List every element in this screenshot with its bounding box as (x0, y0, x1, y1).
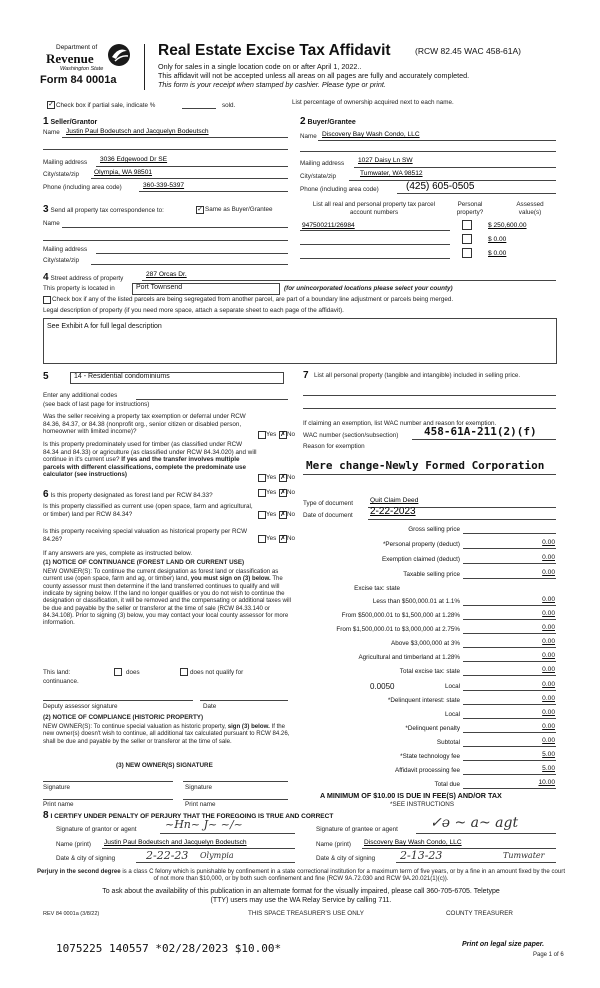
buyer-address-field[interactable]: 1027 Daisy Ln SW (358, 157, 413, 164)
tax-row-value[interactable]: 0.00 (542, 652, 555, 659)
grantor-signature-label: Signature of grantor or agent (56, 826, 137, 833)
buyer-city-label: City/state/zip (300, 173, 337, 180)
tax-row-value[interactable]: 0.00 (542, 638, 555, 645)
deputy-signature-line[interactable] (43, 700, 193, 701)
grantee-signature-line[interactable] (416, 833, 556, 834)
personal-property-line-2[interactable] (303, 408, 556, 409)
deputy-signature-label: Deputy assessor signature (43, 703, 118, 710)
personal-property-checkbox[interactable] (462, 234, 472, 244)
assessed-value-field[interactable]: $ 0.00 (488, 236, 507, 243)
legal-paper-note: Print on legal size paper. (462, 941, 545, 948)
tax-row-line (463, 533, 556, 534)
tax-row-line (463, 760, 556, 761)
yes-label: Yes (266, 489, 277, 496)
located-label: This property is located in (43, 285, 115, 292)
tax-row-label: Taxable selling price (403, 571, 460, 578)
sec4-street (43, 272, 123, 283)
tax-row-value[interactable]: 0.00 (542, 624, 555, 631)
tax-row-label: Exemption claimed (deduct) (381, 556, 460, 563)
minimum-due: A MINIMUM OF $10.00 IS DUE IN FEE(S) AND/OR TAX (320, 791, 502, 800)
certify-text: I CERTIFY UNDER PENALTY OF PERJURY THAT THE FOREGOING IS TRUE AND CORRECT (50, 813, 334, 820)
tax-row-label: Total excise tax: state (399, 668, 460, 675)
buyer-heading (300, 116, 356, 127)
grantee-date-field[interactable]: 2-13-23 (400, 849, 443, 862)
notice-1-body-b: The county assessor must then determine if the land transferred continues to qualify and will indicate by signing below. If the land no longer qualifies or you do not wish to continue the designation or classification, it will be removed and the compensating or additional taxes will be due and payable by the seller or transferor at the time of sale (RCW 84.33.140 or 84.34.108). Prior to signing (3) below, you may contact your local county assessor for more information. (43, 575, 291, 627)
buyer-name-field[interactable]: Discovery Bay Wash Condo, LLC (322, 131, 420, 138)
doc-date-field[interactable]: 2-22-2023 (370, 506, 416, 517)
parcel-number-field[interactable]: 947500211/26984 (302, 222, 355, 229)
tax-row-label: Gross selling price (408, 526, 460, 533)
sec3-heading (43, 204, 164, 215)
owner1-print-line[interactable] (43, 799, 173, 800)
grantor-date-label: Date & city of signing (56, 855, 116, 862)
tax-row-label: Excise tax: state (354, 585, 400, 592)
seller-phone-field[interactable]: 360-339-5397 (143, 182, 185, 189)
grantee-name-label: Name (print) (316, 841, 351, 848)
exempt-label: If claiming an exemption, list WAC number and reason for exemption. (303, 420, 497, 427)
sec4-number: 4 (43, 272, 49, 283)
county-treasurer: COUNTY TREASURER (446, 910, 513, 917)
seller-city-label: City/state/zip (43, 171, 80, 178)
grantor-name-line (102, 848, 295, 849)
sec6-q1-yes-checkbox[interactable] (258, 489, 266, 497)
seller-city-line (91, 178, 288, 179)
seller-phone-label: Phone (including area code) (43, 184, 122, 191)
deputy-date-label: Date (203, 703, 217, 710)
header-line-1: Only for sales in a single location code on or after April 1, 2022.. (158, 62, 362, 71)
revenue-text: Revenue (46, 51, 94, 66)
sec6-q2-yes-checkbox[interactable] (258, 511, 266, 519)
located-select[interactable] (132, 283, 280, 295)
notice-1-body-a: NEW OWNER(S): To continue the current designation as forest land or classification as current use (open space, farm and ag, or timber) land, (43, 568, 279, 583)
perjury-body: is a class C felony which is punishable by confinement in a state correctional institution for a maximum term of five years, or by a fine in an amount fixed by the court of not more than $10,000, or by both such confinement and fine (RCW 9A.72.030 and RCW 9A.20.021(1)(c)). (122, 868, 566, 883)
see-instructions: *SEE INSTRUCTIONS (390, 801, 455, 808)
form-title: Real Estate Excise Tax Affidavit (158, 42, 391, 59)
street-field[interactable]: 287 Orcas Dr. (146, 271, 187, 278)
tax-row-value[interactable]: 0.00 (542, 610, 555, 617)
sec3-name-line[interactable] (62, 227, 288, 228)
buyer-section-number: 2 (300, 116, 306, 127)
owner1-signature-line[interactable] (43, 781, 173, 782)
partial-sale-label: Check box if partial sale, indicate % (56, 102, 156, 109)
tax-row-label: *Personal property (deduct) (382, 541, 460, 548)
tax-row-value[interactable]: 0.00 (542, 709, 555, 716)
seller-address-field[interactable]: 3036 Edgewood Dr SE (100, 156, 168, 163)
ownership-note: List percentage of ownership acquired next to each name. (292, 99, 454, 106)
wac-field[interactable]: 458-61A-211(2)(f) (424, 425, 537, 438)
grantee-city-field[interactable]: Tumwater (503, 851, 545, 860)
grantee-signature: ✓ǝ ~ a~ agt (430, 815, 519, 831)
notice-1-body (43, 568, 291, 627)
notice-3-title: (3) NEW OWNER(S) SIGNATURE (116, 762, 213, 769)
parcel-number-line (300, 230, 450, 231)
land-does-checkbox[interactable] (114, 668, 122, 676)
grantor-city-field[interactable]: Olympia (200, 851, 234, 860)
reason-label: Reason for exemption (303, 443, 365, 450)
sec6-q1-no-checkbox[interactable]: ✗ (280, 489, 286, 496)
grantor-signature: ~Hn~ J~ ~/~ (165, 818, 243, 831)
form-rcw: (RCW 82.45 WAC 458-61A) (415, 46, 521, 56)
tax-row-line (463, 774, 556, 775)
local-rate: 0.0050 (370, 682, 395, 691)
tax-row-line (463, 548, 556, 549)
land-use-code-value: 14 - Residential condominiums (74, 373, 170, 380)
sec6-q2: Is this property classified as current use (open space, farm and agricultural, or timber) land per RCW 84.34? (43, 503, 253, 518)
tax-row-line (463, 633, 556, 634)
same-as-buyer-label: Same as Buyer/Grantee (205, 206, 273, 213)
tax-row-label: Local (444, 683, 460, 690)
buyer-address-label: Mailing address (300, 160, 345, 167)
seller-address-line (96, 166, 288, 167)
tax-row-label: Subtotal (436, 739, 460, 746)
grantee-date-label: Date & city of signing (316, 855, 376, 862)
tax-row-label: Affidavit processing fee (395, 767, 460, 774)
wac-line (412, 439, 556, 440)
tax-row-line (463, 563, 556, 564)
buyer-phone-label: Phone (including area code) (300, 186, 379, 193)
tax-row-value[interactable]: 0.00 (542, 554, 555, 561)
yes-label: Yes (266, 474, 277, 481)
doc-date-line (368, 519, 556, 520)
buyer-phone-field[interactable]: (425) 605-0505 (406, 181, 475, 192)
buyer-city-field[interactable]: Tumwater, WA 98512 (360, 170, 423, 177)
land-does-not-label: does not qualify for (190, 669, 244, 676)
header-line-2: This affidavit will not be accepted unless all areas on all pages are fully and accurately completed. (158, 71, 470, 80)
owner2-print-line[interactable] (183, 799, 288, 800)
partial-percent-line[interactable] (182, 108, 216, 109)
tax-row-label: Less than $500,000.01 at 1.1% (372, 598, 460, 605)
notice-1-title: (1) NOTICE OF CONTINUANCE (FOREST LAND OR CURRENT USE) (43, 559, 245, 566)
tax-row-line (463, 661, 556, 662)
notice-2-body-a: NEW OWNER(S): To continue special valuation as historic property, (43, 723, 226, 730)
seller-name-field[interactable]: Justin Paul Bodeutsch and Jacquelyn Bodeutsch (66, 128, 209, 135)
sec5-q1-yes-checkbox[interactable] (258, 431, 266, 439)
buyer-phone-line (397, 193, 556, 194)
tax-row-line (463, 578, 556, 579)
seller-heading-text: Seller/Grantor (50, 119, 98, 126)
assessed-value-field[interactable]: $ 250,600.00 (488, 222, 527, 229)
legal-desc-label: Legal description of property (if you need more space, attach a separate sheet to each page of the affidavit). (43, 307, 344, 314)
form-number: Form 84 0001a (40, 74, 117, 86)
sec6-q3-no-checkbox[interactable]: ✗ (280, 535, 286, 542)
seller-heading (43, 116, 97, 127)
see-back-label: (see back of last page for instructions) (43, 401, 150, 408)
tax-row-line (463, 746, 556, 747)
tax-row-value[interactable]: 0.00 (542, 569, 555, 576)
seller-address-label: Mailing address (43, 159, 88, 166)
tax-row-label: Agricultural and timberland at 1.28% (358, 654, 460, 661)
yes-label: Yes (266, 511, 277, 518)
grantor-name-field[interactable]: Justin Paul Bodeutsch and Jacquelyn Bodeutsch (104, 839, 247, 846)
this-land-label: This land: (43, 669, 71, 676)
buyer-name-label: Name (300, 133, 317, 140)
sec5-number: 5 (43, 371, 49, 382)
grantor-date-field[interactable]: 2-22-23 (146, 849, 189, 862)
no-label: No (287, 489, 296, 496)
seller-phone-line (139, 191, 288, 192)
partial-sold-label: sold. (222, 102, 236, 109)
notice-2-bold: sign (3) below. (227, 723, 270, 730)
continuance-label: continuance. (43, 678, 79, 685)
sec6-q1 (43, 489, 213, 500)
tax-row-line (463, 732, 556, 733)
tax-row-line (463, 690, 556, 691)
reason-line (303, 474, 556, 475)
tax-row-value[interactable]: 5.00 (542, 765, 555, 772)
sec5-q1-no-checkbox[interactable]: ✗ (280, 431, 286, 438)
tax-row-value[interactable]: 0.00 (542, 666, 555, 673)
located-value: Port Townsend (136, 284, 183, 291)
personal-property-line-1[interactable] (303, 395, 556, 396)
header-divider (144, 44, 145, 90)
seller-section-number: 1 (43, 116, 49, 127)
buyer-name-line (318, 140, 556, 141)
doc-type-label: Type of document (303, 500, 354, 507)
tax-row-label: Total due (434, 781, 460, 788)
seller-name-line (62, 137, 288, 138)
owner2-print-label: Print name (185, 801, 216, 808)
doc-type-field[interactable]: Quit Claim Deed (370, 497, 419, 504)
sec3-number: 3 (43, 204, 49, 215)
no-label: No (287, 431, 296, 438)
assessed-value-field[interactable]: $ 0.00 (488, 250, 507, 257)
parcel-number-line[interactable] (300, 244, 450, 245)
yes-label: Yes (266, 535, 277, 542)
tax-row-line (463, 704, 556, 705)
partial-sale-checkbox[interactable]: ✓ (48, 101, 54, 108)
no-label: No (287, 535, 296, 542)
same-as-buyer-checkbox[interactable]: ✓ (197, 206, 203, 213)
sec5-q2-no-checkbox[interactable]: ✗ (280, 474, 286, 481)
sec6-q2-no-checkbox[interactable]: ✗ (280, 511, 286, 518)
seller-name-line-2 (43, 149, 288, 150)
personal-property-checkbox[interactable] (462, 220, 472, 230)
notice-2-body-b: If the new owner(s) doesn't wish to continue, all additional tax calculated pursuant to RCW 84.26, shall be due and payable by the seller or transferor at the time of sale. (43, 723, 290, 745)
treasurer-use: THIS SPACE TREASURER'S USE ONLY (248, 910, 364, 917)
alt-format-1: To ask about the availability of this publication in an alternate format for the visually impaired, please call 360-705-6705. Teletype (102, 888, 500, 895)
tax-row-label: Local (444, 711, 460, 718)
tax-row-value[interactable]: 0.00 (542, 737, 555, 744)
street-label: Street address of property (50, 275, 124, 282)
assessed-value-header: Assessed value(s) (516, 201, 544, 216)
grantor-date-line (136, 862, 295, 863)
sec6-q1-text: Is this property designated as forest land per RCW 84.33? (50, 492, 213, 499)
owner1-signature-label: Signature (43, 784, 70, 791)
parcel-col-header: List all real and personal property tax parcel account numbers (312, 201, 436, 216)
grantor-name-label: Name (print) (56, 841, 91, 848)
tax-row-line (463, 675, 556, 676)
sec7-label: List all personal property (tangible and intangible) included in selling price. (314, 372, 521, 379)
tax-row-line (463, 647, 556, 648)
sec6-q3: Is this property receiving special valuation as historical property per RCW 84.26? (43, 528, 248, 543)
sec3-label: Send all property tax correspondence to: (50, 207, 164, 214)
grantor-signature-line[interactable] (160, 833, 295, 834)
if-any-yes: If any answers are yes, complete as instructed below. (43, 550, 193, 557)
land-does-label: does (126, 669, 140, 676)
buyer-heading-text: Buyer/Grantee (307, 119, 356, 126)
page-number: Page 1 of 6 (533, 952, 564, 958)
buyer-name-line-2 (300, 151, 556, 152)
sec8-number: 8 (43, 810, 49, 821)
owner1-print-label: Print name (43, 801, 74, 808)
sec5-q2 (43, 441, 258, 479)
tax-row-line (463, 619, 556, 620)
tax-row-value[interactable]: 0.00 (542, 596, 555, 603)
no-label: No (287, 511, 296, 518)
located-note: (for unincorporated locations please select your county) (284, 285, 453, 292)
rev-number: REV 84 0001a (3/8/22) (43, 911, 100, 917)
notice-1-bold: you must sign on (3) below. (190, 575, 271, 583)
reason-field[interactable]: Mere change-Newly Formed Corporation (306, 459, 545, 472)
sec6-number: 6 (43, 489, 49, 500)
notice-2-body (43, 723, 291, 745)
tax-row-value[interactable]: 0.00 (542, 723, 555, 730)
sec7-number: 7 (303, 370, 309, 381)
sec5-q2-bold: If yes and the transfer involves multiple parcels with different classifications, complete the predominate use calculator (see instructions) (43, 456, 246, 479)
seller-city-field[interactable]: Olympia, WA 98501 (94, 169, 153, 176)
tax-row-label: *State technology fee (400, 753, 460, 760)
legal-desc-text: See Exhibit A for full legal description (47, 323, 162, 330)
tax-row-value[interactable]: 5.00 (542, 751, 555, 758)
tax-row-value[interactable]: 0.00 (542, 539, 555, 546)
perjury-bold: Perjury in the second degree (36, 868, 121, 875)
land-does-not-checkbox[interactable] (180, 668, 188, 676)
buyer-address-line (354, 167, 556, 168)
wa-logo-icon (106, 43, 132, 67)
owner2-signature-label: Signature (185, 784, 212, 791)
tax-row-label: *Delinquent interest: state (387, 697, 460, 704)
tax-row-line (463, 605, 556, 606)
grantee-date-line (396, 862, 556, 863)
tax-row-line (463, 718, 556, 719)
header-line-3: This form is your receipt when stamped by cashier. Please type or print. (158, 80, 386, 89)
sec3-mail-line[interactable] (96, 253, 288, 254)
addl-codes-line[interactable] (136, 399, 288, 400)
sec3-city-label: City/state/zip (43, 257, 80, 264)
no-label: No (287, 474, 296, 481)
sec5-q1: Was the seller receiving a property tax exemption or deferral under RCW 84.36, 84.37, or 84.38 (nonprofit org., senior citizen or disabled person, homeowner with limited income)? (43, 413, 246, 436)
dept-of-text: Department of (56, 44, 98, 51)
street-line (142, 280, 556, 281)
seller-name-label: Name (43, 129, 60, 136)
doc-date-label: Date of document (303, 512, 353, 519)
personal-property-header: Personal property? (456, 201, 484, 216)
tax-row-line (463, 788, 556, 789)
tax-row-value[interactable]: 10.00 (538, 779, 555, 786)
legal-desc-box[interactable] (43, 318, 557, 364)
sec3-name-line-2 (43, 240, 288, 241)
tax-row-label: Above $3,000,000 at 3% (391, 640, 460, 647)
sec3-mail-label: Mailing address (43, 246, 88, 253)
recording-stamp: 1075225 140557 *02/28/2023 $10.00* (56, 942, 282, 955)
washington-state-text: Washington State (60, 66, 104, 72)
land-use-code-select[interactable] (70, 372, 284, 384)
tax-row-value[interactable]: 0.00 (542, 681, 555, 688)
tax-row-label: From $500,000.01 to $1,500,000 at 1.28% (341, 612, 460, 619)
segregated-checkbox[interactable] (43, 296, 51, 304)
alt-format-2: (TTY) users may use the WA Relay Service by calling 711. (210, 897, 392, 904)
sec3-name-label: Name (43, 220, 60, 227)
tax-row-label: *Delinquent penalty (405, 725, 460, 732)
segregated-label: Check box if any of the listed parcels are being segregated from another parcel, are part of a boundary line adjustment or parcels being merged. (52, 296, 454, 303)
grantee-name-field[interactable]: Discovery Bay Wash Condo, LLC (364, 839, 462, 846)
personal-property-checkbox[interactable] (462, 248, 472, 258)
notice-2-title: (2) NOTICE OF COMPLIANCE (HISTORIC PROPERTY) (43, 714, 204, 721)
addl-codes-label: Enter any additional codes (43, 392, 118, 399)
tax-row-value[interactable]: 0.00 (542, 695, 555, 702)
sec5-q2-yes-checkbox[interactable] (258, 474, 266, 482)
parcel-number-line[interactable] (300, 258, 450, 259)
perjury-text (34, 868, 568, 883)
tax-row-label: From $1,500,000.01 to $3,000,000 at 2.75% (336, 626, 460, 633)
yes-label: Yes (266, 431, 277, 438)
grantee-name-line (362, 848, 556, 849)
wac-label: WAC number (section/subsection) (303, 432, 399, 439)
grantee-signature-label: Signature of grantee or agent (316, 826, 398, 833)
sec5-q2-text: Is this property predominately used for timber (as classified under RCW 84.34 and 84.33) or agriculture (as classified under RCW 84.34.020) and will continue in it's current use? (43, 441, 257, 464)
sec3-city-line[interactable] (91, 264, 288, 265)
